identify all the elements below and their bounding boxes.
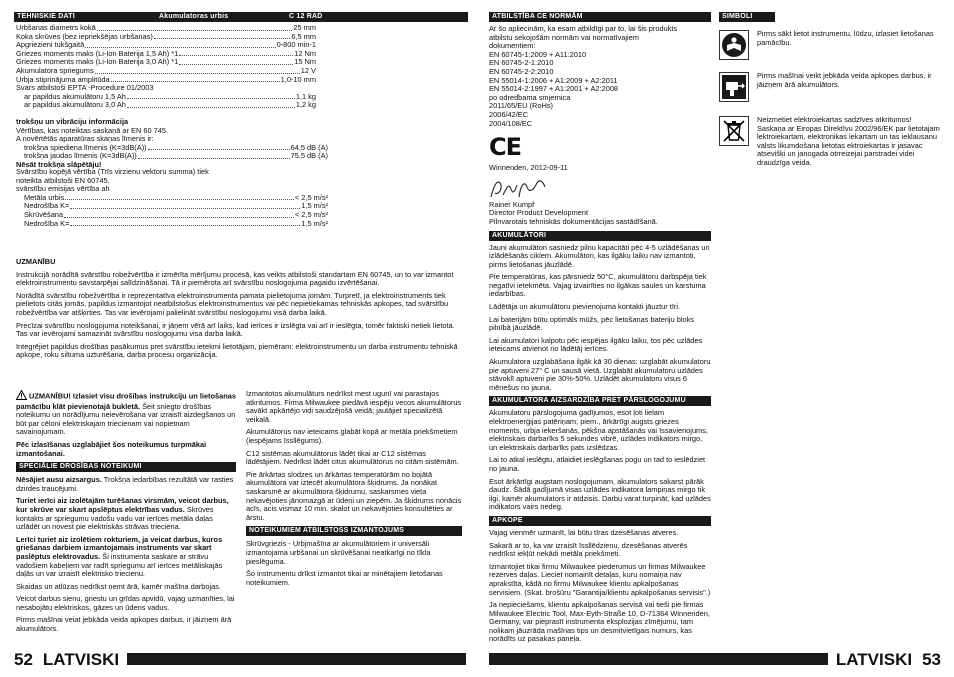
special-safety-item (16, 476, 236, 493)
overload-paragraph: Akumulatoru pārslogojuma gadījumos, esot ļoti lielam elektroenerģijas patēriņam, piem., ārkārtīgi augsts griezes moments, urbja iekeršanās, pēkšņa apstāšanās vai īssavienojums, elektriskais darbarīks 5 sekundes vibrē, uzlādes indikators mirgo, un elektriskais darbarīks pats izslēdzas. (489, 408, 708, 452)
vibration-row-leader (65, 194, 294, 201)
special-safety-item-text: Ši instrumenta saskare ar strāvu vadošiem kabeļiem var radīt spriegumu arī ierīces metāliskajās daļās un var izraisīt elektrisko triecienu. (16, 551, 223, 579)
noise-warning: Nēsāt trokšņa slāpētāju! (16, 159, 102, 169)
weight-row-label: ar papildus akumulātoru 3,0 Ah (24, 101, 126, 110)
overload-paragraph: Esot ārkārtīgi augstam noslogojumam, akumulators sakarst pārāk daudz. Šādā gadījumā visas uzlādes indikatora lampiņas mirgo tik ilgi, kamēr akumulators ir atdzisis. Darbu varat turpināt, kad uzlādes indikators vairs nedeg. (489, 476, 711, 512)
tech-data-row-label: Griezes moments maks (Li-Ion Baterija 3,0 Ah) *1 (16, 58, 179, 67)
tech-data-row-leader (85, 41, 275, 48)
noise-section (16, 118, 328, 170)
tech-data-row (16, 24, 316, 33)
symbols-column (719, 12, 941, 176)
special-safety-item (16, 497, 236, 531)
vibration-row-label: Metāla urbis (24, 193, 65, 202)
noise-intro-2: A novērtētās aparatūras skaņas līmenis ir: (16, 134, 154, 144)
tech-data-row-label: Urbšanas diametrs kokā (16, 24, 96, 32)
battery-paragraph: C12 sistēmas akumulātorus lādēt tikai ar C12 sistēmas lādētājiem. Nedrīkst lādēt citus akumulātorus no citām sistēmām. (246, 448, 459, 467)
ce-line: 2011/65/EU (RoHs) (489, 101, 553, 111)
noise-row-label: trokšņa spiediena līmenis (K=3dB(A)) (24, 143, 147, 152)
right-page (477, 0, 954, 677)
service-paragraph: Izmantojiet tikai firmu Milwaukee piederumus un firmas Milwaukee rezerves daļas. Lieciet nomainīt detaļas, kuru nomaiņa nav aprakstīta, kādā no firmu Milwaukee klientu apkalpošanas servisiem. (Skat. brošūru "Garantija/klientu apkalpošanas servisis".) (489, 561, 711, 597)
special-safety-item-bold: Turiet ierīci aiz izolētajām turēšanas virsmām, veicot darbus, kur skrūve var skart apslēptus elektrības vadus. (16, 496, 229, 514)
vibration-row (16, 220, 328, 229)
weight-row (16, 101, 316, 110)
ce-line: dokumentiem: (489, 41, 536, 51)
tech-data-row-leader (154, 33, 291, 40)
weight-row-value: 1,1 kg (295, 92, 316, 101)
page-language-right: LATVISKI (835, 650, 913, 669)
service-paragraph: Sakarā ar to, ka var izraisīt īssllēdzienu, dzesēšanas atverēs nedrīkst iekļūt nekādi metāla priekšmeti. (489, 540, 688, 559)
tech-data-row-value: 12 Nm (294, 49, 316, 58)
service-paragraph: Ja nepieciešams, klientu apkalpošanas servisā vai tieši pie firmas Milwaukee Electric Tool, Max-Eyth-Straße 10, D-71364 Winnenden, Germany, var pieprasīt instrumenta eksplozijas zīmējumu, tam nolikam jāuzrāda mašīnas tips un desmitvietīgais numurs, kas norādīts uz pasakas paneļa. (489, 600, 710, 644)
special-safety-item-text: Veicot darbus sienu, griestu un grīdas apvidū, vajag uzmanīties, lai nesabojātu elektriskos, gāzes un ūdens vadus. (16, 594, 235, 612)
tech-data-row-value: 25 mm (293, 24, 316, 32)
safety-intro-bold: UZMANĪBU! Izlasiet visu drošības instrukciju un lietošanas pamācību klāt pievienotajā bukletā. (16, 391, 236, 411)
ce-line: 2006/42/EC (489, 109, 529, 119)
battery-paragraph: Izmantotos akumulāturs nedrīkst mest ugunī vai parastajos atkritumos. Firma Milwaukee piedāvā iespēju vecos akumulātorus savākt apkārtējo vidi saudzējošā veidā; jautājiet specializētā veikalā. (246, 389, 462, 424)
vibration-section (16, 168, 328, 228)
tech-data-row (16, 58, 316, 67)
ce-line: po odredbama smjernica (489, 92, 571, 102)
tech-data-row-leader (179, 58, 293, 65)
safety-column (16, 390, 236, 638)
intended-use-paragraph: Šo instrumentu drīkst izmantot tikai ar minētajiem lietošanas noteikumiem. (246, 569, 443, 587)
accumulator-paragraph: Pie temperatūras, kas pārsniedz 50°C, akumulātoru darbspēja tiek negatīvi ietekmēta. Vajag izvairīties no ilgākas saules un karstuma iedarbības. (489, 272, 707, 299)
special-safety-item (16, 595, 236, 612)
weight-row-leader (127, 93, 295, 100)
weight-row-value: 1,2 kg (295, 101, 316, 110)
symbol-row (719, 72, 941, 102)
special-safety-item-text: Skrūves kontakts ar spriegumu vadošu vadu var ierīces metāla daļas uzlādēt un novest pie elektriskās strāvas trieciena. (16, 504, 214, 532)
special-safety-item-text: Trokšņa iedarbības rezultātā var rasties dzirdes traucējumi. (16, 475, 234, 493)
overload-paragraph: Lai to atkal ieslēgtu, atlaidiet ieslēgšanas pogu un tad to ieslēdziet no jauna. (489, 455, 706, 473)
symbol-row (719, 30, 941, 60)
noise-row-value: 75,5 dB (A) (290, 152, 328, 161)
vibration-row-leader (64, 211, 294, 218)
signature-icon (489, 177, 711, 201)
tech-data-row-leader (95, 67, 300, 74)
remove-battery-icon (719, 72, 749, 102)
signer-title: Director Product Development (489, 208, 588, 218)
tech-data-row (16, 33, 316, 42)
accumulators-header: AKUMULĀTORI (489, 231, 711, 241)
ce-header: ATBILSTĪBA CE NORMĀM (489, 12, 711, 22)
tech-data-row-value: 12 V (300, 66, 316, 75)
warning-paragraph: Instrukcijā norādītā svārstību robežvērtība ir izmērīta mērījumu procesā, kas veikts atbilstoši standartam EN 60745, un to var izmantot elektroinstrumentu savstarpējai salīdzināšanai. Tā ir piemērota arī svārstību noslogojuma pagaidu izvērtēšanai. (16, 269, 454, 288)
tech-data-row-value: 1,0-10 mm (280, 75, 316, 84)
weight-row (16, 93, 316, 102)
tech-data-row (16, 50, 316, 59)
page-number-left: 52 (14, 650, 33, 669)
tech-data-row-label: Apgriezieni tukšgaitā (16, 41, 85, 50)
intended-use-header: NOTEIKUMIEM ATBILSTOŠS IZMANTOJUMS (246, 526, 462, 536)
symbol-description: Pirms sākt lietot instrumentu, lūdzu, izlasiet lietošanas pamācību. (757, 29, 934, 47)
vibration-row (16, 194, 328, 203)
battery-paragraph: Pie ārkārtas slodzes un ārkārtas temperatūrām no bojātā akumulātora var iztecēt akumulātora šķidrums. Ja nonākat saskarsmē ar akumulātora šķidrumu, saskarsmes vieta nekavējoties jānomazgā ar ūdeni un ziepēm. Ja šķidrums nonācis acīs, acis vismaz 10 min. skalot un nekavējoties konsultēties ar ārstu. (246, 469, 462, 522)
special-safety-item-text: Pirms mašīnai veiat jebkāda veida apkopes darbus, ir jāizņem ārā akumulātors. (16, 615, 232, 634)
noise-intro-1: Vērtības, kas noteiktas saskaņā ar EN 60 745. (16, 125, 169, 135)
ce-mark-icon: CE (489, 133, 522, 162)
special-safety-item-text: Skaidas un atlūzas nedrīkst ņemt ārā, kamēr mašīna darbojas. (16, 581, 221, 591)
right-footer (489, 648, 941, 668)
ce-place-date: Winnenden, 2012-09-11 (489, 163, 568, 173)
special-safety-item (16, 616, 236, 633)
tech-data-table (16, 24, 316, 110)
tech-data-row-value: 6,5 mm (291, 32, 316, 41)
noise-row-value: 64,5 dB (A) (290, 143, 328, 152)
special-safety-item (16, 536, 236, 579)
special-safety-header: SPECIĀLIE DROŠĪBAS NOTEIKUMI (16, 462, 236, 472)
accumulator-paragraph: Lai baterijām būtu optimāls mūžs, pēc lietošanas bateriju bloks pilnībā jāuzlādē. (489, 314, 694, 333)
signer-note: Pilnvarotais tehniskās dokumentācijas sastādīšanā. (489, 216, 658, 226)
accumulator-paragraph: Lai akumulatori kalpotu pēc iespējas ilgāku laiku, tos pēc uzlādes ieteicams atvienot no lādētāj ierīces. (489, 335, 703, 354)
safety-keep: Pēc izlasīšanas uzglabājiet šos noteikumus turpmākai izmantošanai. (16, 439, 207, 458)
footer-bar-right (489, 653, 828, 665)
battery-disposal-column (246, 390, 462, 591)
accumulator-paragraph: Akumulatora uzglabāšana ilgāk kā 30 dienas: uzglabāt akumulatoru pie aptuveni 27° C un sausā vietā. Uzglabāt akumulatoru uzlādes stāvoklī aptuveni pie 30%-50%. Uzlādēt akumulatoru visus 6 mēnešus no jauna. (489, 357, 711, 392)
tech-data-tool-type: Akumulatoras urbis (159, 13, 229, 20)
special-safety-item-bold: Nēsājiet ausu aizsargus. (16, 475, 102, 485)
signer-name: Rainer Kumpf (489, 199, 535, 209)
vibration-row-value: 1,5 m/s² (301, 202, 328, 211)
special-safety-item-bold: Lerīci turiet aiz izolētiem rokturiem, ja veicat darbus, kuros griešanas darbiem izmantojamais instruments var skart paslēptus elektrovadus. (16, 534, 223, 561)
symbol-description: Neizmetiet elektroiekartas sadzīves atkritumos! Saskaņa ar Eiropas Direktīvu 2002/96/EK par lietotajam lektroiekartam, elektronikas iekartam un tas ieklausanu valsts likumdošana lietotas ektroiekartas ir jasavac atsevišķi un janogada otrreizejai parstradei videi draudzīga veida. (757, 115, 940, 167)
noise-title: trokšņu un vibrāciju informācija (16, 117, 129, 126)
overload-header: AKUMULATORA AIZSARDZĪBA PRET PĀRSLOGOJUMU (489, 396, 711, 406)
vibration-row-value: 1,5 m/s² (301, 219, 328, 228)
symbol-row (719, 116, 941, 168)
tech-data-row-value: 15 Nm (294, 58, 316, 67)
warning-paragraph: Integrējiet papildus drošības pasākumus pret svārstību ietekmi lietotājam, piemēram: elektroinstrumentu un darba instrumentu tehniskā apkope, roku siltuma uzturēšana, darba procesu organizācija. (16, 341, 458, 360)
warning-paragraph: Norādītā svārstību robežvērtība ir reprezentatīva elektroinstrumenta pamata pielietojuma jomām. Turpretī, ja elektroinstruments tiek pielietots citās jomās, papildus izmantojot neatbilstošus elektroinstrumentus vai pēc nepietiekamas tehniskās apkopes, tad svārstību robežvērtība var atšķirties. Tas var ievērojami palielināt svārstību noslogojumu visā darba laikā. (16, 290, 449, 317)
vibration-row-leader (70, 202, 300, 209)
tech-data-row-leader (111, 76, 280, 83)
weight-row-leader (127, 101, 295, 108)
safety-intro-rest: Šeit sniegto drošības noteikumu un norādījumu neievērošana var izraisīt aizdegšanos un būt par cēloni elektriskajam triecienam vai nopietnam savainojumam. (16, 401, 236, 437)
tech-data-row-label: Urbja stiprinājuma amplitūda (16, 75, 110, 84)
vibration-row-label: Nedrošība K= (24, 202, 70, 211)
page-language-left: LATVISKI (42, 650, 120, 669)
accumulator-paragraph: Jauni akumulātori sasniedz pilnu kapacitāti pēc 4-5 uzlādēšanas un izlādēšanās ciklem. Akumulātori, kas ilgāku laiku nav izmantoti, pirms lietošanas jāuzlādē. (489, 242, 710, 269)
noise-row-leader (138, 152, 290, 159)
page-number-right: 53 (922, 650, 941, 669)
tech-data-row-label: Griezes moments maks (Li-Ion Baterija 1,5 Ah) *1 (16, 49, 179, 58)
ce-line: EN 55014-2:1997 + A1:2001 + A2:2008 (489, 84, 619, 94)
battery-paragraph: Akumulātorus nav ieteicams glabāt kopā ar metāla priekšmetiem (iespējams īssllēgums). (246, 427, 458, 445)
noise-row-label: trokšņa jaudas līmenis (K=3dB(A)) (24, 152, 137, 161)
vibration-row-label: Skrūvēšana (24, 210, 64, 219)
vibration-row (16, 211, 328, 220)
weight-title: Svars atbilstoši EPTA -Procedure 01/2003 (16, 83, 154, 93)
tech-data-model: C 12 RAD (289, 13, 323, 20)
vibration-row-label: Nedrošība K= (24, 219, 70, 228)
crossed-bin-icon (719, 116, 749, 146)
right-main-column (489, 12, 711, 648)
accumulator-paragraph: Lādētāja un akumulātoru pievienojuma kontakti jāuztur tīri. (489, 302, 681, 312)
vibration-row (16, 202, 328, 211)
tech-data-row-leader (97, 24, 293, 31)
left-footer (14, 648, 466, 668)
noise-row-leader (148, 144, 290, 151)
read-manual-icon (719, 30, 749, 60)
ce-line: EN 60745-1:2009 + A11:2010 (489, 49, 587, 59)
safety-intro (16, 390, 236, 437)
vibration-row-value: < 2,5 m/s² (294, 193, 328, 202)
vib-intro-3: svārstību emisijas vērtība ah (16, 184, 110, 194)
ce-line: 2004/108/EC (489, 118, 533, 128)
ce-line: EN 60745-2-2:2010 (489, 66, 554, 76)
warning-title: UZMANĪBU (16, 257, 56, 266)
tech-data-row (16, 41, 316, 50)
ce-line: EN 55014-1:2006 + A1:2009 + A2:2011 (489, 75, 618, 85)
intended-use-paragraph: Skrūvgriezis - Urbjmašīna ar akumulātoriem ir universāli izmantojama urbšanai un skrūvēšanai neatkarīgi no tīkla pieslēguma. (246, 539, 431, 566)
service-paragraph: Vajag vienmēr uzmanīt, lai būtu tīras dzesēšanas atveres. (489, 527, 679, 537)
warning-paragraph: Precīzai svārstību noslogojuma noteikšanai, ir jāņem vērā arī laiks, kad ierīces ir izslēgta vai arī ir ieslēgta, tomēr faktiski netiek lietota. Tas var ievērojami samazināt svārstību noslogojumu visa darba laikā. (16, 320, 455, 339)
footer-bar-left (127, 653, 466, 665)
tech-data-row-value: 0-800 min-1 (276, 41, 316, 50)
ce-line: Ar šo apliecinām, ka esam atbildīgi par to, lai šis produkts (489, 24, 678, 33)
warning-section (16, 258, 462, 364)
vib-intro-1: Svārstību kopējā vērtība (Trīs virzienu vektoru summa) tiek (16, 167, 209, 176)
symbols-header: SIMBOLI (719, 12, 775, 22)
tech-data-row-leader (179, 50, 293, 57)
tech-data-row-label: Akumulatora spriegums (16, 66, 94, 75)
service-header: APKOPE (489, 516, 711, 526)
tech-data-row-label: Koka skrūves (bez iepriekšējas urbšanas) (16, 32, 153, 41)
vibration-row-value: < 2,5 m/s² (294, 210, 328, 219)
tech-data-header (14, 12, 468, 22)
weight-row-label: ar papildus akumulātoru 1,5 Ah (24, 92, 126, 101)
symbol-description: Pirms mašīnai veikt jebkāda veida apkopes darbus, ir jāizņem ārā akumulātors. (757, 71, 932, 89)
vibration-row-leader (70, 220, 300, 227)
ce-line: atbilstu sekojošām normām vai normatīvajiem (489, 32, 639, 42)
ce-line: EN 60745-2-1:2010 (489, 58, 554, 68)
special-safety-item (16, 583, 236, 592)
tech-data-title: TEHNISKIE DATI (17, 13, 75, 20)
tech-data-row (16, 67, 316, 76)
noise-row (16, 144, 328, 153)
vib-intro-2: noteikta atbilstoši EN 60745. (16, 175, 110, 185)
